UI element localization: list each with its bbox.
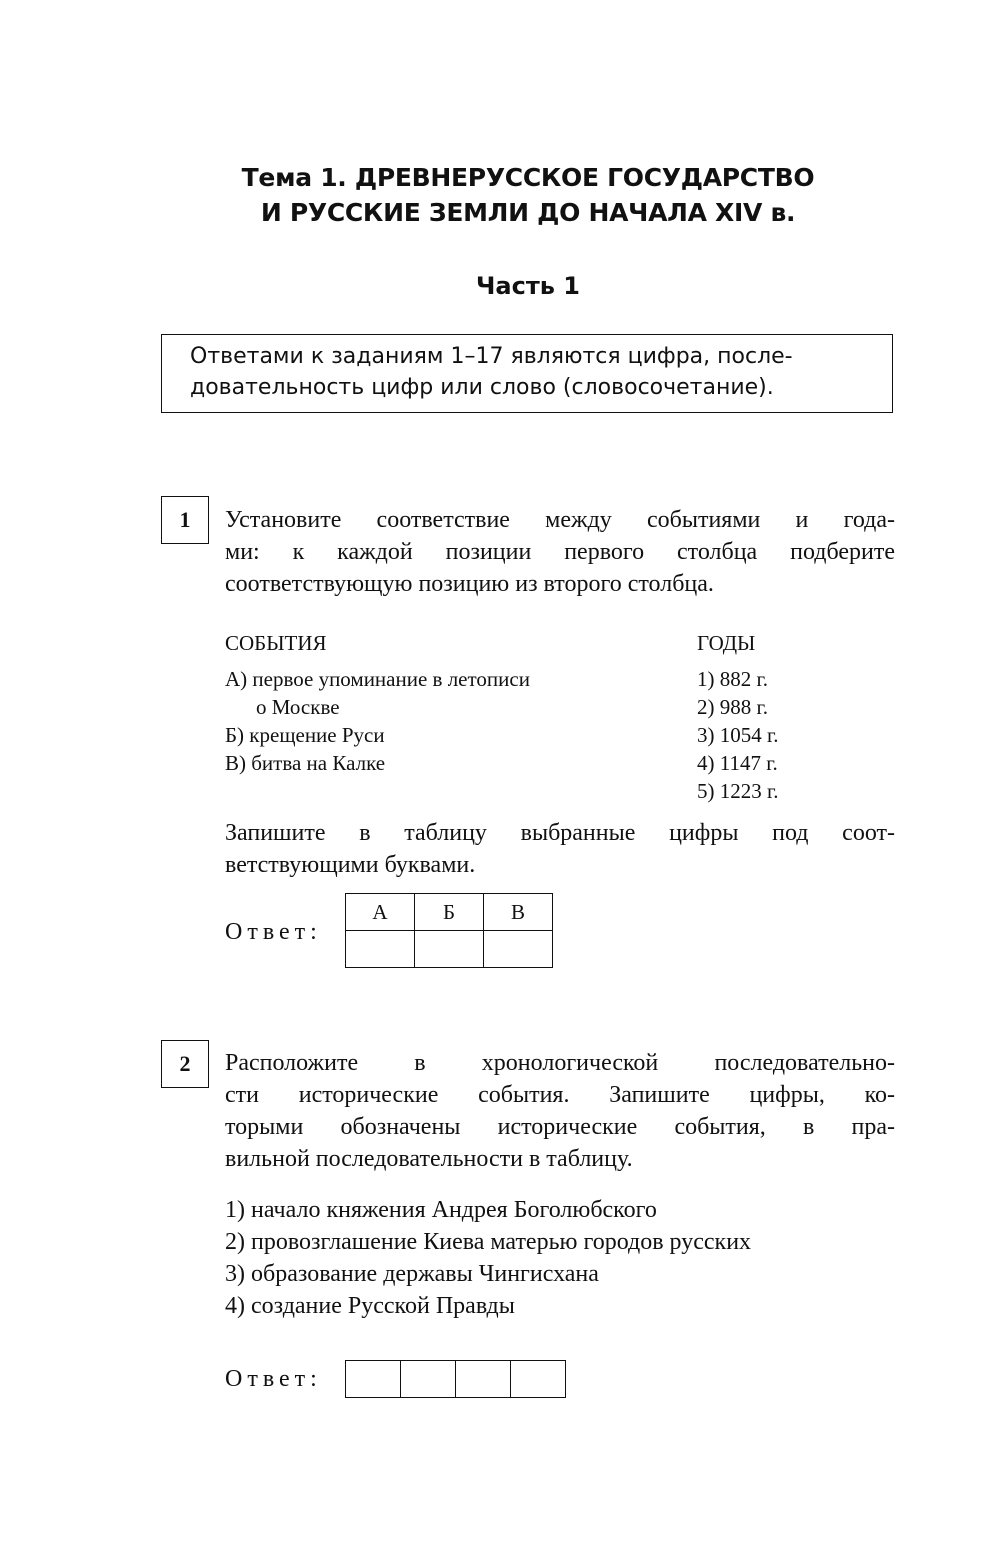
- instructions-box: [161, 334, 893, 413]
- task1-number-box: 1: [161, 496, 209, 544]
- answer-col-a-label: А: [346, 894, 415, 931]
- topic-title-line1: Тема 1. ДРЕВНЕРУССКОЕ ГОСУДАРСТВО: [241, 163, 815, 192]
- task1-instruction-line1: Запишите в таблицу выбранные цифры под соот-: [225, 820, 895, 846]
- instructions-line1: Ответами к заданиям 1–17 являются цифра, после-: [190, 344, 793, 369]
- task1-answer-label: Ответ:: [225, 919, 322, 945]
- task2-item-4: 4) создание Русской Правды: [225, 1293, 515, 1319]
- years-column-header: ГОДЫ: [697, 631, 756, 655]
- task1-instruction-line2: ветствующими буквами.: [225, 852, 476, 878]
- task1-text-line3: соответствующую позицию из второго столбца.: [225, 571, 714, 597]
- answer-cell-b[interactable]: [415, 931, 484, 968]
- task2-item-2: 2) провозглашение Киева матерью городов русских: [225, 1229, 752, 1255]
- task2-answer-cell-4[interactable]: [511, 1361, 566, 1398]
- answer-table-header-row: [346, 894, 553, 931]
- task2-answer-row: [346, 1361, 566, 1398]
- task2-number-box: 2: [161, 1040, 209, 1088]
- topic-title-line2: И РУССКИЕ ЗЕМЛИ ДО НАЧАЛА XIV в.: [260, 198, 796, 227]
- task1-answer-table: [345, 893, 553, 968]
- events-column-header: СОБЫТИЯ: [225, 631, 327, 655]
- task2-answer-cell-2[interactable]: [401, 1361, 456, 1398]
- task2-text-line1: Расположите в хронологической последовательно-: [225, 1050, 895, 1076]
- task2-answer-cell-3[interactable]: [456, 1361, 511, 1398]
- answer-cell-a[interactable]: [346, 931, 415, 968]
- task2-answer-label: Ответ:: [225, 1366, 322, 1392]
- task2-item-1: 1) начало княжения Андрея Боголюбского: [225, 1197, 657, 1223]
- event-b: Б) крещение Руси: [225, 723, 385, 747]
- task2-text-line2: сти исторические события. Запишите цифры, ко-: [225, 1082, 895, 1108]
- year-option-2: 2) 988 г.: [697, 695, 768, 719]
- answer-table-input-row: [346, 931, 553, 968]
- answer-cell-v[interactable]: [484, 931, 553, 968]
- task2-text-line4: вильной последовательности в таблицу.: [225, 1146, 633, 1172]
- year-option-4: 4) 1147 г.: [697, 751, 778, 775]
- instructions-line2: довательность цифр или слово (словосочетание).: [190, 375, 774, 400]
- year-option-1: 1) 882 г.: [697, 667, 768, 691]
- task2-answer-cell-1[interactable]: [346, 1361, 401, 1398]
- event-a: А) первое упоминание в летописи: [225, 667, 530, 691]
- task1-text-line2: ми: к каждой позиции первого столбца подберите: [225, 539, 895, 565]
- answer-col-v-label: В: [484, 894, 553, 931]
- event-v: В) битва на Калке: [225, 751, 386, 775]
- year-option-5: 5) 1223 г.: [697, 779, 779, 803]
- task1-text-line1: Установите соответствие между событиями и года-: [225, 507, 895, 533]
- task2-answer-table: [345, 1360, 566, 1398]
- task2-text-line3: торыми обозначены исторические события, в пра-: [225, 1114, 895, 1140]
- answer-col-b-label: Б: [415, 894, 484, 931]
- year-option-3: 3) 1054 г.: [697, 723, 779, 747]
- part-heading: Часть 1: [476, 272, 580, 300]
- task2-item-3: 3) образование державы Чингисхана: [225, 1261, 599, 1287]
- event-a-continued: о Москве: [256, 695, 340, 719]
